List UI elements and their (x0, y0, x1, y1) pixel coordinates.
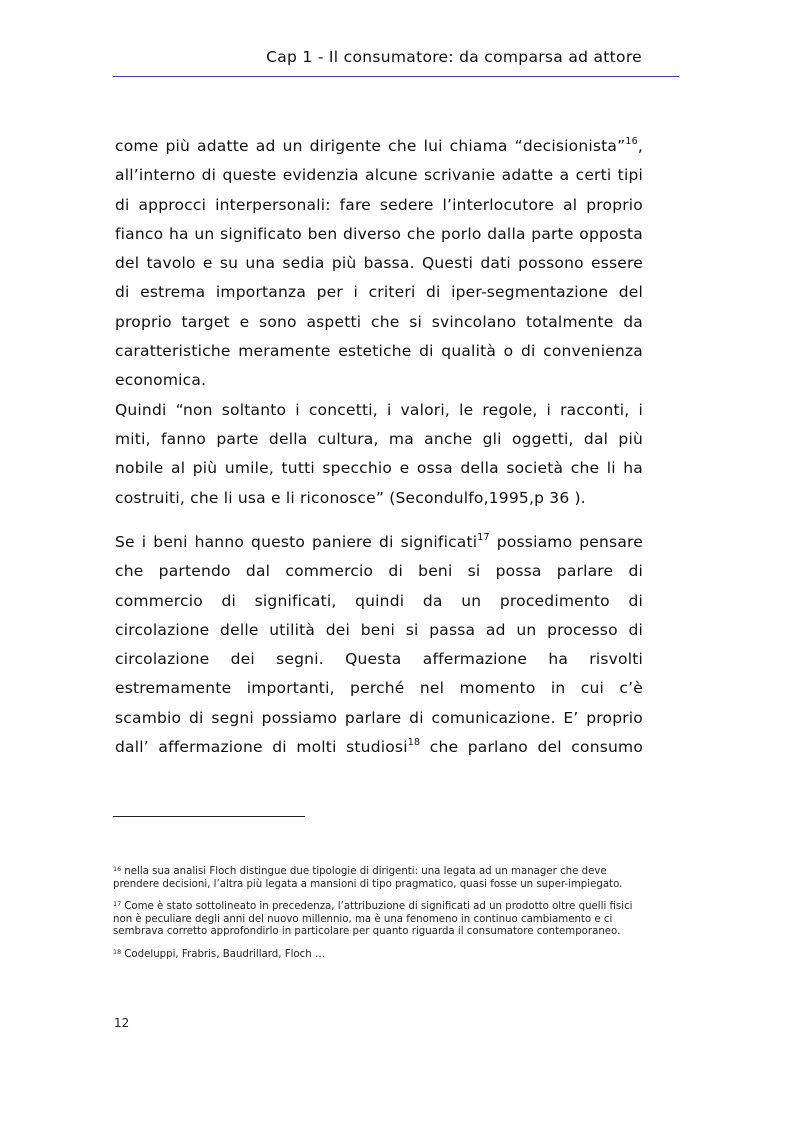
footnote-text: nella sua analisi Floch distingue due tipologie di dirigenti: una legata ad un manager che deve prendere decisioni, l’altra più legata a mansioni di tipo pragmatico, quasi fosse un super-impiegato. (113, 866, 623, 890)
body-text-lower (115, 528, 643, 762)
footnotes (113, 866, 643, 972)
body-line: come più adatte ad un dirigente che lui chiama “decisionista”$^{16}$, (115, 136, 643, 155)
footnote-17 (113, 901, 643, 939)
header-rule (113, 76, 679, 77)
body-line: economica. (115, 371, 207, 390)
footnote-ref-18[interactable]: 18 (407, 737, 421, 749)
body-line: che partendo dal commercio di beni si possa parlare di (115, 562, 643, 581)
footnote-text: Come è stato sottolineato in precedenza, l’attribuzione di significati ad un prodotto oltre quelli fisici non è peculiare degli anni del nuovo millennio, ma è una fenomeno in continuo cambiamento e ci sembrava corretto approfondirlo in particolare per quanto riguarda il consumatore contemporaneo. (113, 901, 633, 938)
footnote-number: 18 (113, 947, 122, 956)
body-text-upper (115, 132, 643, 513)
footnote-separator (113, 816, 305, 817)
body-line: Se i beni hanno questo paniere di significati$^{17}$ possiamo pensare (115, 532, 643, 551)
body-line: circolazione dei segni. Questa affermazione ha risvolti (115, 650, 643, 669)
body-line: costruiti, che li usa e li riconosce” (Secondulfo,1995,p 36 ). (115, 488, 586, 507)
body-line: Quindi “non soltanto i concetti, i valori, le regole, i racconti, i (115, 400, 643, 419)
body-line: dall’ affermazione di molti studiosi$^{18}$ che parlano del consumo (115, 737, 644, 757)
body-line: del tavolo e su una sedia più bassa. Questi dati possono essere (115, 254, 643, 273)
body-line: circolazione delle utilità dei beni si passa ad un processo di (115, 620, 643, 639)
footnote-text: Codeluppi, Frabris, Baudrillard, Floch … (124, 948, 326, 960)
footnote-ref-17[interactable]: 17 (477, 532, 490, 543)
footnote-number: 17 (113, 900, 122, 909)
body-line: scambio di segni possiamo parlare di comunicazione. E’ proprio (115, 708, 643, 727)
body-line: caratteristiche meramente estetiche di qualità o di convenienza (115, 342, 643, 361)
footnote-number: 16 (113, 865, 122, 873)
body-line: fianco ha un significato ben diverso che porlo dalla parte opposta (115, 224, 643, 243)
body-line: commercio di significati, quindi da un procedimento di (115, 591, 643, 610)
body-line: miti, fanno parte della cultura, ma anche gli oggetti, dal più (115, 429, 643, 448)
body-line: di approcci interpersonali: fare sedere l’interlocutore al proprio (115, 195, 643, 214)
body-line: di estrema importanza per i criteri di iper-segmentazione del (115, 283, 643, 302)
body-line: estremamente importanti, perché nel momento in cui c’è (115, 679, 643, 698)
running-header: Cap 1 - Il consumatore: da comparsa ad attore (266, 48, 642, 66)
page-number: 12 (114, 1016, 130, 1030)
footnote-ref-16[interactable]: 16 (625, 136, 638, 147)
footnote-18 (113, 949, 643, 962)
body-line: nobile al più umile, tutti specchio e ossa della società che li ha (115, 459, 643, 478)
body-line: proprio target e sono aspetti che si svincolano totalmente da (115, 312, 643, 331)
body-line: all’interno di queste evidenzia alcune scrivanie adatte a certi tipi (115, 166, 643, 185)
footnote-16 (113, 866, 643, 891)
